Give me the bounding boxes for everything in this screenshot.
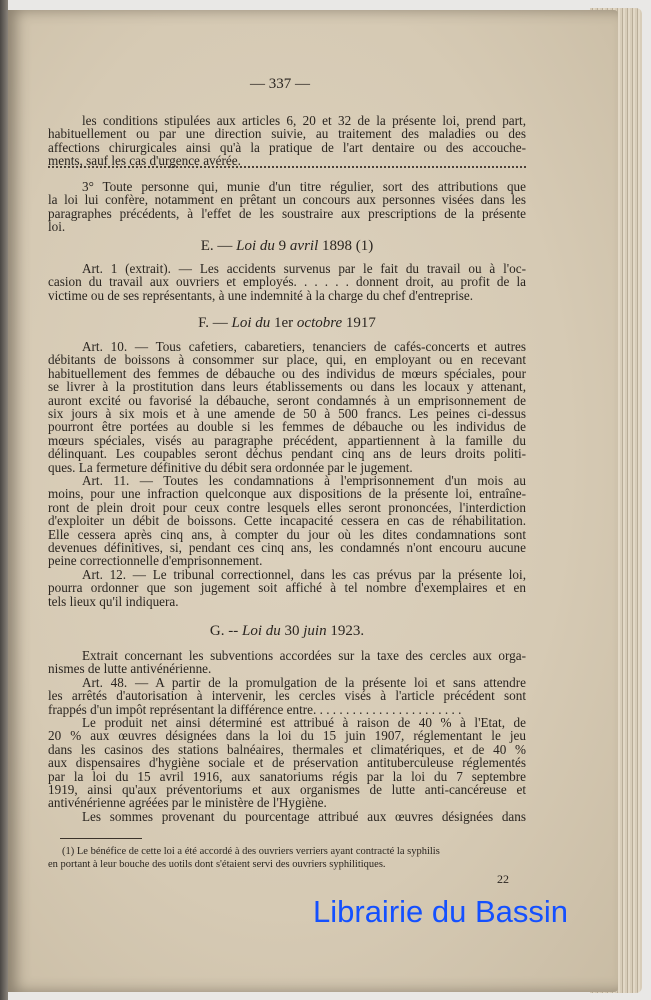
text-line: victime ou de ses représentants, à une indemnité à la charge du chef d'entreprise.: [48, 287, 474, 303]
text-line: d'exploiter un débit de boissons. Cette incapacité cessera en cas de réhabilitation.: [48, 513, 526, 529]
text-line: dans les casinos des stations balnéaires, thermales et climatériques, et de 40 %: [48, 741, 526, 757]
paragraph-art-1: [48, 262, 526, 302]
text-line: la loi lui confère, notamment en prêtant un concours aux personnes visées dans les: [48, 192, 526, 208]
paragraph-extrait: [48, 649, 526, 676]
text-line: les conditions stipulées aux articles 6, 20 et 32 de la présente loi, prend part,: [82, 113, 526, 128]
text-line: se livrer à la prostitution dans leurs établissements ou dans les locaux y attenant,: [48, 379, 526, 395]
heading-part: 30: [280, 623, 304, 639]
text-line: débitants de boissons à consommer sur place, qui, en employant ou en recevant: [48, 352, 526, 368]
text-line: habituellement ou par une direction suivie, au traitement des maladies ou des: [48, 126, 526, 142]
heading-part: 1923.: [326, 623, 365, 639]
heading-part: Loi du: [236, 238, 275, 254]
text-line: six jours à six mois et à une amende de 50 à 500 francs. Les peines ci-dessus: [48, 406, 526, 422]
text-line: 3° Toute personne qui, munie d'un titre régulier, sort des attributions que: [82, 179, 526, 194]
heading-part: avril: [289, 238, 319, 254]
text-line: casion du travail aux ouvriers et employés. . . . . . donnent droit, au profit de la: [48, 274, 526, 290]
heading-part: G. --: [209, 623, 242, 639]
text-line: 20 % aux œuvres désignées dans la loi du 15 juin 1907, réglementant le jeu: [48, 728, 526, 744]
text-line: tels lieux qu'il indiquera.: [48, 593, 179, 609]
text-line: pourra ordonner que son jugement soit affiché à tel nombre d'exemplaires et en: [48, 580, 526, 596]
text-line: mœurs spéciales, visés au paragraphe précédent, appartiennent à la famille du: [48, 432, 526, 448]
text-line: frappés d'un impôt représentant la différence entre. . . . . . . . . . . . . . . . . . . . . . .: [48, 701, 462, 717]
text-line: Elle cessera après cinq ans, à compter du jour où les dites condamnations sont: [48, 526, 526, 542]
text-line: Extrait concernant les subventions accordées sur la taxe des cercles aux orga-: [82, 648, 526, 663]
heading-part: octobre: [296, 315, 343, 331]
text-line: par la loi du 15 avril 1916, aux sanatoriums régis par la loi du 7 septembre: [48, 768, 526, 784]
paragraph-art-11: [48, 474, 526, 568]
text-line: 1919, ainsi qu'aux préventoriums et aux organismes de lutte anti-cancéreuse et: [48, 782, 526, 798]
text-line: Le produit net ainsi déterminé est attribué à raison de 40 % à l'Etat, de: [82, 715, 526, 730]
text-line: moins, pour une infraction quelconque aux dispositions de la présente loi, entraîne-: [48, 486, 526, 502]
footnote-line-1: (1) Le bénéfice de cette loi a été accordé à des ouvriers verriers ayant contracté la syphilis: [62, 846, 440, 857]
heading-part: 1917: [342, 315, 376, 331]
paragraph-art-12: [48, 568, 526, 608]
text-line: paragraphes précédents, à l'effet de les soustraire aux prescriptions de la présente: [48, 205, 526, 221]
paragraph-para-produit-net: [48, 716, 526, 810]
text-line: affections chirurgicales ainsi qu'à la pratique de l'art dentaire ou des accouche-: [48, 139, 526, 155]
text-line: Art. 48. — A partir de la promulgation de la présente loi et sans attendre: [82, 675, 526, 690]
text-line: peine correctionnelle d'emprisonnement.: [48, 553, 263, 569]
text-line: délinquant. Les coupables seront déchus pendant cinq ans de leurs droits politi-: [48, 446, 526, 462]
text-line: ments, sauf les cas d'urgence avérée.: [48, 153, 241, 169]
text-line: loi.: [48, 219, 66, 235]
paragraph-para-conditions: [48, 114, 526, 168]
text-line: ques. La fermeture définitive du débit sera ordonnée par le jugement.: [48, 459, 413, 475]
text-line: nismes de lutte antivénérienne.: [48, 661, 212, 677]
heading-part: 1er: [270, 315, 297, 331]
text-line: antivénérienne agréées par le ministère de l'Hygiène.: [48, 795, 327, 811]
paragraph-para-les-sommes: [48, 810, 526, 823]
heading-part: juin: [303, 623, 327, 639]
page-number: — 337 —: [250, 76, 310, 92]
text-line: habituellement des femmes de débauche ou des individus de mœurs spéciales, pour: [48, 365, 526, 381]
text-line: les arrêtés d'autorisation à intervenir, les cercles visés à l'article précédent sont: [48, 688, 526, 704]
footnote-rule: [60, 838, 142, 839]
text-line: devenues définitives, si, pendant ces cinq ans, les condamnés n'ont encouru aucune: [48, 540, 526, 556]
heading-e: [48, 238, 526, 255]
text-line: ront de plein droit pour ceux contre lesquels elles seront prononcées, l'interdiction: [48, 499, 526, 515]
heading-part: 1898 (1): [318, 238, 374, 254]
heading-g: [48, 623, 526, 640]
heading-part: 9: [274, 238, 290, 254]
paragraph-para-3-toute-personne: [48, 180, 526, 234]
heading-part: Loi du: [241, 623, 281, 639]
text-line: pourront être portées au double si les femmes de débauche ou les individus de: [48, 419, 526, 435]
heading-part: E. —: [200, 238, 237, 254]
heading-part: Loi du: [231, 315, 271, 331]
text-line: aux dispensaires d'hygiène sociale et de préservation antituberculeuse réglementés: [48, 755, 526, 771]
text-line: Art. 12. — Le tribunal correctionnel, dans les cas prévus par la présente loi,: [82, 567, 526, 582]
book-binding-shadow: [0, 0, 8, 1000]
text-line: Art. 10. — Tous cafetiers, cabaretiers, tenanciers de cafés-concerts et autres: [82, 339, 526, 354]
text-line: Les sommes provenant du pourcentage attribué aux œuvres désignées dans: [82, 809, 526, 824]
text-line: Art. 11. — Toutes les condamnations à l'emprisonnement d'un mois au: [82, 473, 526, 488]
heading-part: F. —: [198, 315, 232, 331]
text-line: auront excité ou favorisé la débauche, seront condamnés à un emprisonnement de: [48, 392, 526, 408]
paragraph-art-10: [48, 340, 526, 474]
text-line: Art. 1 (extrait). — Les accidents survenus par le fait du travail ou à l'oc-: [82, 261, 526, 276]
watermark-logo: Librairie du Bassin: [313, 894, 569, 929]
heading-f: [48, 315, 526, 332]
signature-folio: 22: [497, 872, 509, 886]
footnote-line-2: en portant à leur bouche des uotils dont s'étaient servi des ouvriers syphilitiques.: [48, 859, 386, 870]
paragraph-art-48: [48, 676, 526, 716]
